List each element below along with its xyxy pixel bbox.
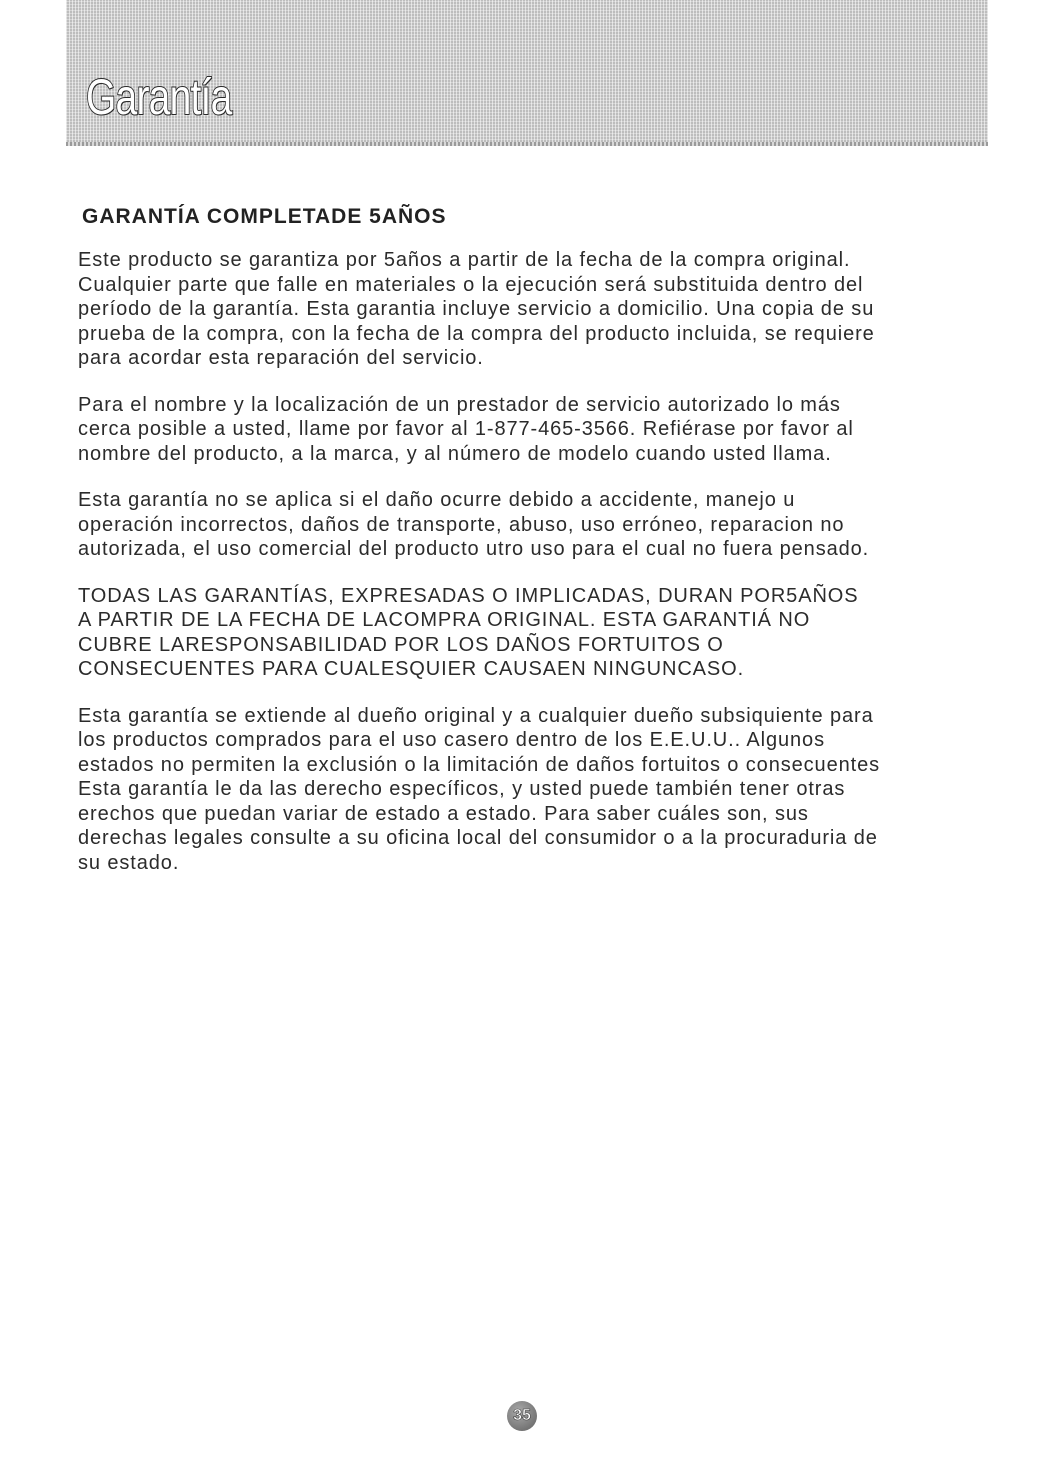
- header-banner: [66, 0, 988, 146]
- paragraph-coverage: Este producto se garantiza por 5años a partir de la fecha de la compra original. Cualquier parte que falle en materiales o la ejecución será substituida dentro del período de la garantía. Esta garantia incluye servicio a domicilio. Una copia de su prueba de la compra, con la fecha de la compra del producto incluida, se requiere para acordar esta reparación del servicio.: [78, 249, 875, 369]
- warranty-content: [78, 200, 988, 897]
- paragraph-implied-warranties: TODAS LAS GARANTÍAS, EXPRESADAS O IMPLICADAS, DURAN POR5AÑOS A PARTIR DE LA FECHA DE LACOMPRA ORIGINAL. ESTA GARANTIÁ NO CUBRE LARESPONSABILIDAD POR LOS DAÑOS FORTUITOS O CONSECUENTES PARA CUALESQUIER CAUSAEN NINGUNCASO.: [78, 584, 859, 680]
- page-title: Garantía: [86, 69, 232, 125]
- paragraph-exclusions: Esta garantía no se aplica si el daño ocurre debido a accidente, manejo u operación incorrectos, daños de transporte, abuso, uso erróneo, reparacion no autorizada, el uso comercial del producto utro uso para el cual no fuera pensado.: [78, 489, 870, 560]
- paragraph-legal-rights: Esta garantía se extiende al dueño original y a cualquier dueño subsiquiente para los productos comprados para el uso casero dentro de los E.E.U.U.. Algunos estados no permiten la exclusión o la limitación de daños fortuitos o consecuentes Esta garantía le da las derecho específicos, y usted puede también tener otras erechos que puedan variar de estado a estado. Para saber cuáles son, sus derechas legales consulte a su oficina local del consumidor o a la procuraduria de su estado.: [78, 704, 881, 874]
- section-heading: GARANTÍA COMPLETADE 5AÑOS: [82, 205, 447, 228]
- page-number-badge: 35: [507, 1401, 537, 1431]
- paragraph-service-contact: Para el nombre y la localización de un prestador de servicio autorizado lo más cerca posible a usted, llame por favor al 1-877-465-3566. Refiérase por favor al nombre del producto, a la marca, y al número de modelo cuando usted llama.: [78, 393, 854, 465]
